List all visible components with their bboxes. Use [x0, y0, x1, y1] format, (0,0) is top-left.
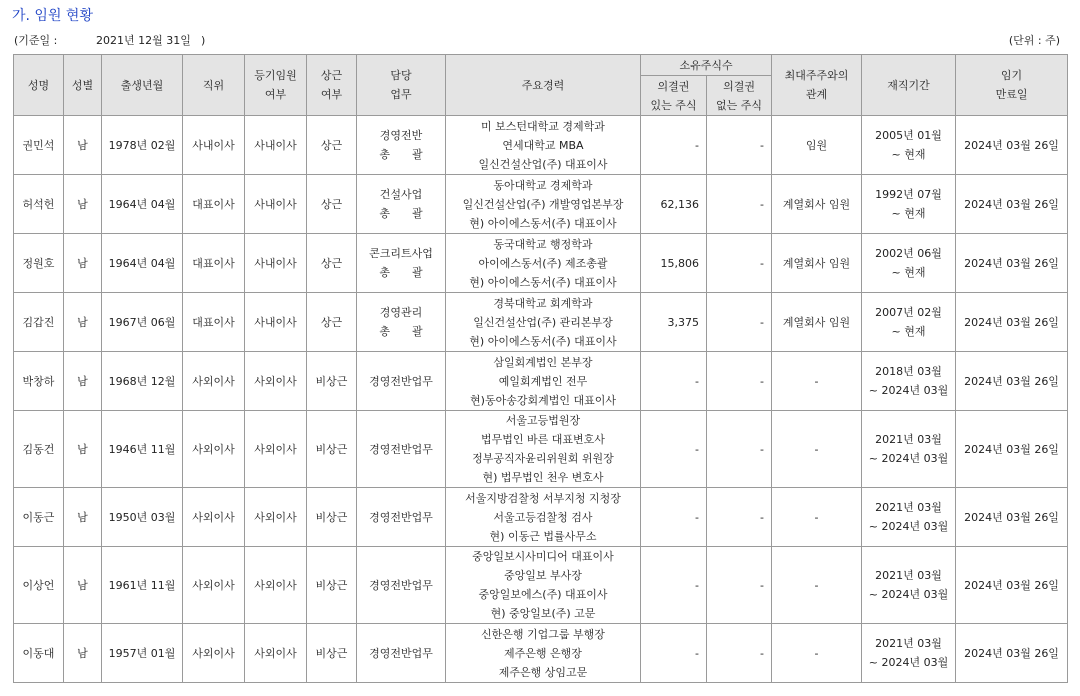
table-row [14, 293, 1068, 352]
cell-duty [357, 293, 446, 352]
cell-birth: 1961년 11월 [102, 547, 183, 624]
header-fulltime-line1: 상근 [320, 69, 343, 82]
cell-voting-shares: - [641, 488, 707, 547]
cell-relation: 임원 [772, 116, 862, 175]
table-row [14, 547, 1068, 624]
cell-term: 2024년 03월 26일 [956, 352, 1068, 411]
cell-nonvoting-shares: - [707, 547, 772, 624]
header-nonvoting [707, 76, 772, 116]
cell-relation: 계열회사 임원 [772, 293, 862, 352]
cell-term: 2024년 03월 26일 [956, 293, 1068, 352]
cell-voting-shares: - [641, 624, 707, 683]
header-position: 직위 [183, 55, 245, 116]
cell-career-line: 현) 이동근 법률사무소 [489, 529, 597, 543]
base-date [14, 32, 205, 48]
header-shares: 소유주식수 [641, 55, 772, 76]
cell-duty-line: 총 괄 [379, 325, 423, 338]
cell-duty [357, 352, 446, 411]
cell-tenure-line: ~ 2024년 03월 [868, 656, 949, 669]
cell-gender: 남 [64, 488, 102, 547]
cell-tenure [862, 234, 956, 293]
cell-career-line: 일신건설산업(주) 대표이사 [478, 157, 608, 171]
cell-tenure-line: ~ 2024년 03월 [868, 588, 949, 601]
cell-term: 2024년 03월 26일 [956, 116, 1068, 175]
cell-gender: 남 [64, 234, 102, 293]
executive-table [13, 54, 1068, 683]
cell-career-line: 현) 법무법인 천우 변호사 [482, 471, 604, 484]
table-body [14, 116, 1068, 683]
cell-registered: 사외이사 [245, 547, 307, 624]
cell-birth: 1968년 12월 [102, 352, 183, 411]
cell-duty [357, 116, 446, 175]
cell-gender: 남 [64, 352, 102, 411]
cell-nonvoting-shares: - [707, 488, 772, 547]
cell-duty-line: 경영전반업무 [369, 646, 433, 660]
cell-tenure [862, 488, 956, 547]
cell-birth: 1946년 11월 [102, 411, 183, 488]
base-date-label: (기준일 : [14, 34, 58, 47]
cell-gender: 남 [64, 116, 102, 175]
cell-tenure-line: 2021년 03월 [875, 569, 942, 582]
header-name: 성명 [14, 55, 64, 116]
cell-tenure-line: 2002년 06월 [875, 247, 942, 260]
cell-term: 2024년 03월 26일 [956, 411, 1068, 488]
cell-voting-shares: - [641, 352, 707, 411]
cell-name: 정원호 [14, 234, 64, 293]
cell-career-line: 경북대학교 회계학과 [493, 296, 593, 310]
cell-career [446, 293, 641, 352]
header-voting [641, 76, 707, 116]
cell-career-line: 중앙일보에스(주) 대표이사 [478, 588, 608, 601]
cell-position: 사외이사 [183, 547, 245, 624]
cell-position: 사외이사 [183, 411, 245, 488]
header-voting-line2: 있는 주식 [650, 98, 697, 112]
cell-career [446, 352, 641, 411]
cell-duty-line: 경영전반업무 [369, 510, 433, 524]
cell-nonvoting-shares: - [707, 293, 772, 352]
cell-tenure-line: ~ 현재 [891, 266, 926, 279]
cell-position: 사내이사 [183, 116, 245, 175]
cell-duty-line: 콘크리트사업 [369, 247, 433, 260]
cell-duty-line: 경영전반 [379, 129, 423, 142]
cell-career-line: 서울고등검찰청 검사 [493, 510, 593, 524]
cell-career-line: 중앙일보 부사장 [504, 569, 582, 582]
cell-fulltime: 비상근 [307, 411, 357, 488]
cell-relation: - [772, 411, 862, 488]
cell-career [446, 488, 641, 547]
cell-career-line: 신한은행 기업그룹 부행장 [481, 627, 605, 641]
unit-label: (단위 : 주) [1008, 34, 1060, 47]
table-row [14, 352, 1068, 411]
cell-career-line: 서울지방검찰청 서부지청 지청장 [465, 491, 621, 505]
cell-career [446, 175, 641, 234]
cell-voting-shares: - [641, 411, 707, 488]
cell-gender: 남 [64, 293, 102, 352]
cell-name: 이동근 [14, 488, 64, 547]
table-row [14, 116, 1068, 175]
cell-tenure-line: ~ 현재 [891, 148, 926, 161]
cell-birth: 1957년 01월 [102, 624, 183, 683]
cell-career-line: 일신건설산업(주) 개발영업본부장 [462, 197, 624, 211]
cell-tenure [862, 624, 956, 683]
cell-career-line: 현) 아이에스동서(주) 대표이사 [469, 334, 617, 348]
cell-registered: 사내이사 [245, 293, 307, 352]
cell-registered: 사내이사 [245, 175, 307, 234]
cell-birth: 1964년 04월 [102, 175, 183, 234]
cell-relation: 계열회사 임원 [772, 234, 862, 293]
cell-duty-line: 총 괄 [379, 266, 423, 279]
cell-birth: 1950년 03월 [102, 488, 183, 547]
cell-term: 2024년 03월 26일 [956, 488, 1068, 547]
cell-term: 2024년 03월 26일 [956, 234, 1068, 293]
cell-tenure-line: ~ 2024년 03월 [868, 384, 949, 397]
cell-birth: 1978년 02월 [102, 116, 183, 175]
cell-duty-line: 총 괄 [379, 148, 423, 161]
header-tenure: 재직기간 [862, 55, 956, 116]
cell-relation: - [772, 352, 862, 411]
cell-registered: 사외이사 [245, 488, 307, 547]
header-duty-line1: 담당 [390, 69, 412, 82]
cell-voting-shares: 15,806 [641, 234, 707, 293]
cell-voting-shares: 3,375 [641, 293, 707, 352]
table-row [14, 175, 1068, 234]
cell-duty-line: 경영관리 [379, 306, 423, 319]
header-fulltime-line2: 여부 [320, 88, 343, 101]
table-row [14, 411, 1068, 488]
cell-career-line: 현) 중앙일보(주) 고문 [490, 607, 596, 620]
cell-relation: - [772, 624, 862, 683]
table-row [14, 234, 1068, 293]
cell-nonvoting-shares: - [707, 116, 772, 175]
cell-position: 사외이사 [183, 352, 245, 411]
cell-registered: 사외이사 [245, 411, 307, 488]
cell-fulltime: 비상근 [307, 488, 357, 547]
cell-duty [357, 234, 446, 293]
cell-career-line: 연세대학교 MBA [502, 138, 584, 152]
cell-duty-line: 경영전반업무 [369, 442, 433, 456]
cell-gender: 남 [64, 547, 102, 624]
cell-tenure-line: 2007년 02월 [875, 306, 942, 319]
cell-career-line: 동국대학교 행정학과 [493, 237, 593, 251]
cell-registered: 사외이사 [245, 624, 307, 683]
cell-tenure-line: ~ 2024년 03월 [868, 452, 949, 465]
cell-tenure [862, 293, 956, 352]
header-relation-line2: 관계 [805, 88, 828, 101]
cell-career-line: 정부공직자윤리위원회 위원장 [472, 452, 614, 465]
table-row [14, 624, 1068, 683]
base-date-close: ) [201, 34, 206, 47]
table-row [14, 488, 1068, 547]
header-gender: 성별 [64, 55, 102, 116]
cell-fulltime: 비상근 [307, 624, 357, 683]
cell-registered: 사외이사 [245, 352, 307, 411]
cell-voting-shares: 62,136 [641, 175, 707, 234]
cell-registered: 사내이사 [245, 116, 307, 175]
cell-duty [357, 624, 446, 683]
header-relation-line1: 최대주주와의 [784, 69, 849, 82]
cell-career-line: 법무법인 바른 대표변호사 [481, 433, 605, 446]
cell-career-line: 미 보스턴대학교 경제학과 [481, 119, 605, 133]
cell-name: 김동건 [14, 411, 64, 488]
cell-tenure [862, 175, 956, 234]
cell-relation: 계열회사 임원 [772, 175, 862, 234]
cell-career-line: 현) 아이에스동서(주) 대표이사 [469, 275, 617, 289]
header-nonvoting-line1: 의결권 [723, 79, 755, 93]
header-registered [245, 55, 307, 116]
cell-career-line: 서울고등법원장 [505, 414, 581, 427]
cell-position: 사외이사 [183, 624, 245, 683]
cell-gender: 남 [64, 624, 102, 683]
header-term-line2: 만료일 [995, 88, 1028, 101]
header-registered-line1: 등기임원 [254, 69, 297, 82]
cell-career [446, 547, 641, 624]
header-duty [357, 55, 446, 116]
cell-duty-line: 총 괄 [379, 207, 423, 220]
cell-name: 권민석 [14, 116, 64, 175]
cell-duty [357, 411, 446, 488]
cell-relation: - [772, 488, 862, 547]
cell-tenure [862, 547, 956, 624]
cell-name: 이동대 [14, 624, 64, 683]
cell-tenure-line: 2005년 01월 [875, 129, 942, 142]
cell-tenure-line: 2021년 03월 [875, 637, 942, 650]
base-date-value: 2021년 12월 31일 [96, 34, 191, 47]
cell-career [446, 624, 641, 683]
cell-career-line: 제주은행 은행장 [504, 646, 582, 660]
cell-position: 대표이사 [183, 293, 245, 352]
cell-tenure [862, 352, 956, 411]
cell-gender: 남 [64, 175, 102, 234]
cell-nonvoting-shares: - [707, 411, 772, 488]
cell-term: 2024년 03월 26일 [956, 547, 1068, 624]
cell-birth: 1964년 04월 [102, 234, 183, 293]
header-relation [772, 55, 862, 116]
header-fulltime [307, 55, 357, 116]
cell-voting-shares: - [641, 547, 707, 624]
cell-term: 2024년 03월 26일 [956, 624, 1068, 683]
cell-career [446, 234, 641, 293]
cell-tenure-line: 1992년 07월 [875, 188, 942, 201]
cell-gender: 남 [64, 411, 102, 488]
cell-name: 김갑진 [14, 293, 64, 352]
cell-tenure-line: 2018년 03월 [875, 365, 942, 378]
cell-relation: - [772, 547, 862, 624]
cell-name: 이상언 [14, 547, 64, 624]
header-term [956, 55, 1068, 116]
cell-name: 박창하 [14, 352, 64, 411]
header-registered-line2: 여부 [264, 88, 287, 101]
cell-duty [357, 175, 446, 234]
cell-career-line: 예일회계법인 전무 [498, 374, 588, 388]
cell-duty [357, 488, 446, 547]
cell-registered: 사내이사 [245, 234, 307, 293]
header-voting-line1: 의결권 [657, 79, 690, 93]
cell-name: 허석헌 [14, 175, 64, 234]
cell-position: 대표이사 [183, 175, 245, 234]
cell-birth: 1967년 06월 [102, 293, 183, 352]
cell-fulltime: 상근 [307, 175, 357, 234]
header-term-line1: 임기 [1000, 69, 1023, 82]
header-duty-line2: 업무 [390, 88, 412, 101]
cell-position: 사외이사 [183, 488, 245, 547]
cell-voting-shares: - [641, 116, 707, 175]
page-title: 가. 임원 현황 [12, 8, 93, 24]
cell-fulltime: 상근 [307, 116, 357, 175]
cell-fulltime: 상근 [307, 234, 357, 293]
cell-duty-line: 경영전반업무 [369, 374, 433, 388]
cell-tenure [862, 411, 956, 488]
header-birth: 출생년월 [102, 55, 183, 116]
cell-career [446, 411, 641, 488]
cell-duty [357, 547, 446, 624]
cell-career-line: 동아대학교 경제학과 [493, 178, 593, 192]
cell-term: 2024년 03월 26일 [956, 175, 1068, 234]
cell-career [446, 116, 641, 175]
cell-duty-line: 경영전반업무 [369, 578, 433, 592]
cell-duty-line: 건설사업 [379, 188, 423, 201]
cell-tenure-line: ~ 현재 [891, 325, 926, 338]
cell-fulltime: 비상근 [307, 352, 357, 411]
cell-career-line: 일신건설산업(주) 관리본부장 [473, 315, 613, 329]
cell-nonvoting-shares: - [707, 624, 772, 683]
cell-position: 대표이사 [183, 234, 245, 293]
header-nonvoting-line2: 없는 주식 [716, 98, 763, 112]
cell-tenure-line: 2021년 03월 [875, 501, 942, 514]
cell-fulltime: 비상근 [307, 547, 357, 624]
cell-nonvoting-shares: - [707, 175, 772, 234]
cell-career-line: 현) 아이에스동서(주) 대표이사 [469, 216, 617, 230]
cell-tenure-line: ~ 현재 [891, 207, 926, 220]
header-career: 주요경력 [446, 55, 641, 116]
cell-fulltime: 상근 [307, 293, 357, 352]
cell-career-line: 삼일회계법인 본부장 [493, 355, 593, 369]
cell-career-line: 아이에스동서(주) 제조총괄 [478, 256, 608, 270]
cell-tenure-line: 2021년 03월 [875, 433, 942, 446]
cell-nonvoting-shares: - [707, 234, 772, 293]
cell-nonvoting-shares: - [707, 352, 772, 411]
cell-tenure-line: ~ 2024년 03월 [868, 520, 949, 533]
cell-career-line: 제주은행 상임고문 [498, 665, 588, 679]
cell-tenure [862, 116, 956, 175]
cell-career-line: 현)동아송강회계법인 대표이사 [470, 393, 616, 407]
cell-career-line: 중앙일보시사미디어 대표이사 [472, 550, 614, 563]
